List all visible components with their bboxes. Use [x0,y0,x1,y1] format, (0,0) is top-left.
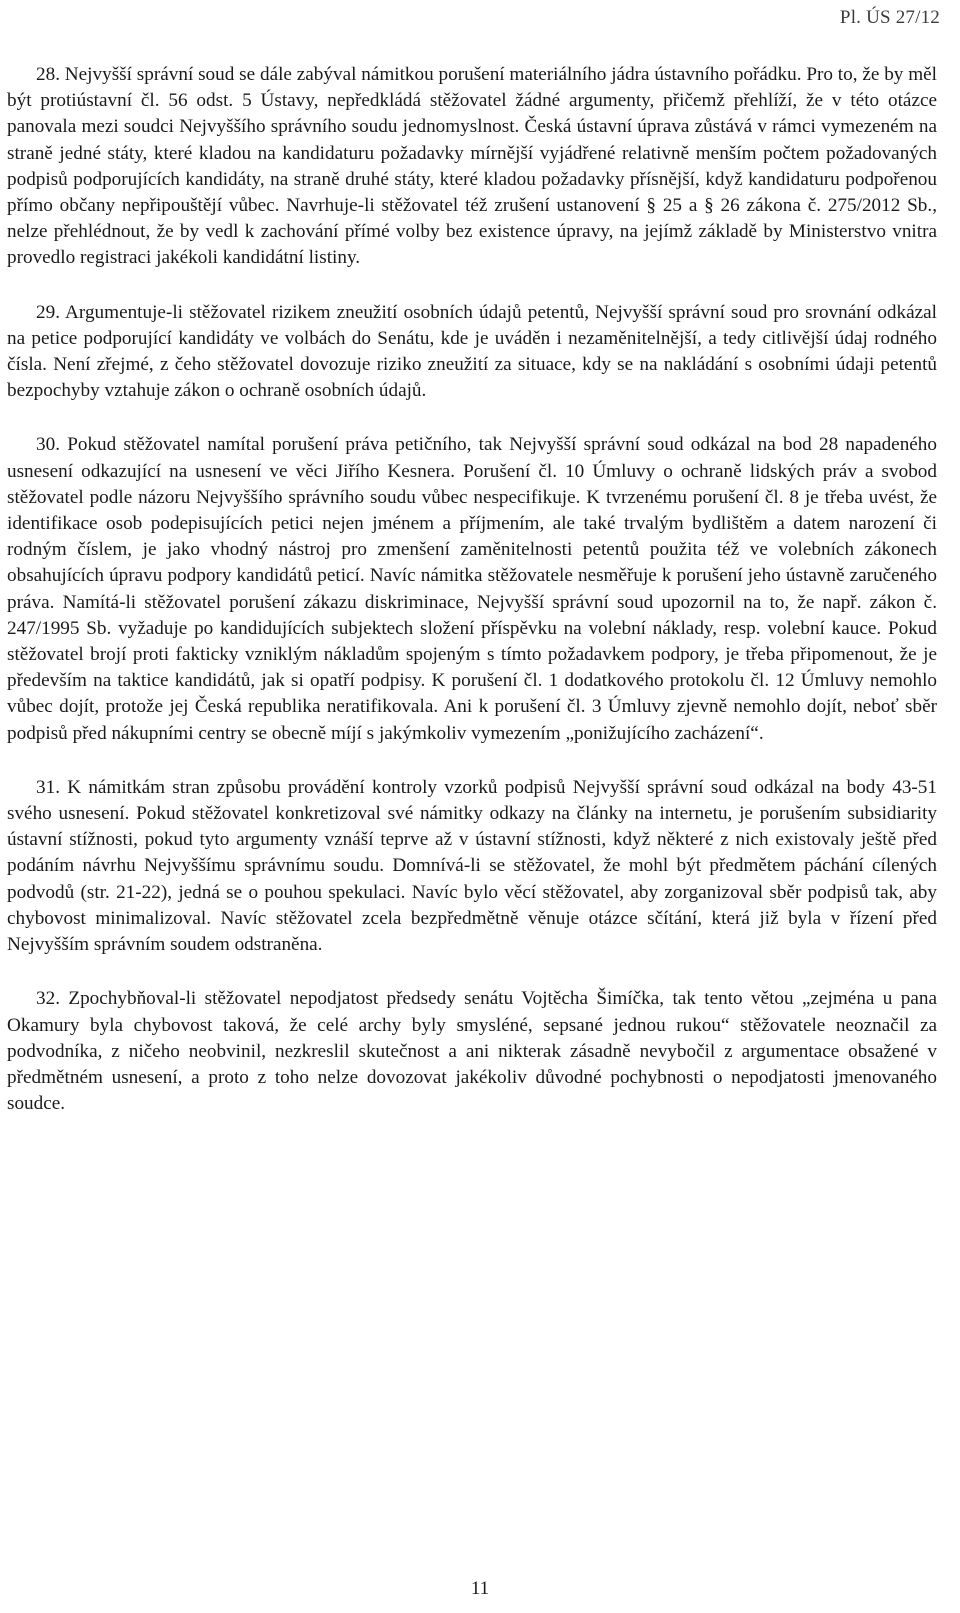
paragraph-32: 32. Zpochybňoval-li stěžovatel nepodjatost předsedy senátu Vojtěcha Šimíčka, tak tento větou „zejména u pana Okamury byla chybovost taková, že celé archy byly smysléné, sepsané jednou rukou“ stěžovatele neoznačil za podvodníka, z ničeho neobvinil, nezkreslil skutečnost a ani nikterak zásadně nevybočil z argumentace obsažené v předmětném usnesení, a proto z toho nelze dovozovat jakékoliv důvodné pochybnosti o nepodjatosti jmenovaného soudce. [7,988,937,1115]
paragraph-29: 29. Argumentuje-li stěžovatel rizikem zneužití osobních údajů petentů, Nejvyšší správní soud pro srovnání odkázal na petice podporující kandidáty ve volbách do Senátu, kde je uváděn i nezaměnitelnější, a tedy citlivější údaj rodného čísla. Není zřejmé, z čeho stěžovatel dovozuje riziko zneužití za situace, kdy se na nakládání s osobními údaji petentů bezpochyby vztahuje zákon o ochraně osobních údajů. [7,301,937,402]
paragraph-28: 28. Nejvyšší správní soud se dále zabýval námitkou porušení materiálního jádra ústavního pořádku. Pro to, že by měl být protiústavní čl. 56 odst. 5 Ústavy, nepředkládá stěžovatel žádné argumenty, přičemž přehlíží, že v této otázce panovala mezi soudci Nejvyššího správního soudu jednomyslnost. Česká ústavní úprava zůstává v rámci vymezeném na straně jedné státy, které kladou na kandidaturu požadavky mírnější vyjádřené relativně menším počtem požadovaných podpisů podporujících kandidáty, na straně druhé státy, které kladou požadavky přísnější, když kandidaturu podpořenou přímo občany nepřipouštějí vůbec. Navrhuje-li stěžovatel též zrušení ustanovení § 25 a § 26 zákona č. 275/2012 Sb., nelze přehlédnout, že by vedl k zachování přímé volby bez existence úpravy, na jejímž základě by Ministerstvo vnitra provedlo registraci jakékoli kandidátní listiny. [7,64,937,269]
case-reference: Pl. ÚS 27/12 [839,7,940,28]
paragraph-31: 31. K námitkám stran způsobu provádění kontroly vzorků podpisů Nejvyšší správní soud odkázal na body 43-51 svého usnesení. Pokud stěžovatel konkretizoval své námitky odkazy na články na internetu, je porušením subsidiarity ústavní stížnosti, pokud tyto argumenty vznáší teprve až v ústavní stížnosti, když některé z nich existovaly ještě před podáním návrhu Nejvyššímu správnímu soudu. Domnívá-li se stěžovatel, že mohl být předmětem páchání cílených podvodů (str. 21-22), jedná se o pouhou spekulaci. Navíc bylo věcí stěžovatel, aby zorganizoval sběr podpisů tak, aby chybovost minimalizoval. Navíc stěžovatel zcela bezpředmětně věnuje otázce sčítání, která již byla v řízení před Nejvyšším správním soudem odstraněna. [7,776,937,956]
paragraph-30: 30. Pokud stěžovatel namítal porušení práva petičního, tak Nejvyšší správní soud odkázal na bod 28 napadeného usnesení odkazující na usnesení ve věci Jiřího Kesnera. Porušení čl. 10 Úmluvy o ochraně lidských práv a svobod stěžovatel podle názoru Nejvyššího správního soudu vůbec nespecifikuje. K tvrzenému porušení čl. 8 je třeba uvést, že identifikace osob podepisujících petici nejen jménem a příjmením, ale také trvalým bydlištěm a datem narození či rodným číslem, je jako vhodný nástroj pro zmenšení zaměnitelnosti petentů použita též ve volebních zákonech obsahujících úpravu podpory kandidátů peticí. Navíc námitka stěžovatele nesměřuje k porušení jeho ústavně zaručeného práva. Namítá-li stěžovatel porušení zákazu diskriminace, Nejvyšší správní soud upozornil na to, že např. zákon č. 247/1995 Sb. vyžaduje po kandidujících subjektech složení příspěvku na volební náklady, resp. volební kauce. Pokud stěžovatel brojí proti fakticky vzniklým nákladům spojeným s tímto požadavkem podpory, je třeba připomenout, že je především na taktice kandidátů, jak si opatří podpisy. K porušení čl. 1 dodatkového protokolu čl. 12 Úmluvy nemohlo vůbec dojít, protože jej Česká republika neratifikovala. Ani k porušení čl. 3 Úmluvy zjevně nemohlo dojít, neboť sběr podpisů před nákupními centry se obecně míjí s jakýmkoliv vymezením „ponižujícího zacházení“. [7,434,937,744]
document-body [7,62,937,1117]
page-number: 11 [470,1578,490,1599]
